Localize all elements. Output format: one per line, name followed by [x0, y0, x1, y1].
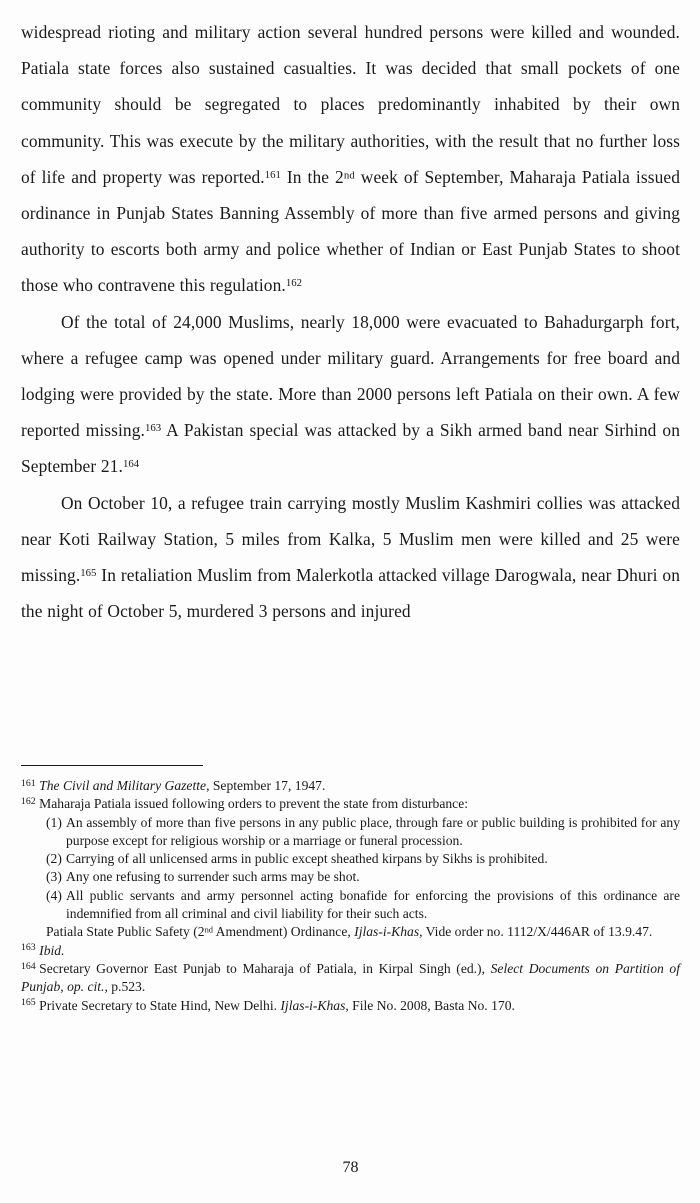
- footnote-list: [21, 777, 680, 1015]
- page-content-area: [21, 0, 680, 1203]
- list-marker: (2): [46, 851, 62, 867]
- body-paragraph-1: widespread rioting and military action several hundred persons were killed and wounded. Patiala state forces also sustained casualties. It was decided that small pockets of one community should be segregated to places predominantly inhabited by their own community. This was execute by the military authorities, with the result that no further loss of life and property was reported.$^{161}$ In the 2nd week of September, Maharaja Patiala issued ordinance in Punjab States Banning Assembly of more than five armed persons and giving authority to escorts both army and police whether of Indian or East Punjab States to shoot those who contravene this regulation.$^{162}$: [21, 22, 680, 296]
- list-item-text: All public servants and army personnel acting bonafide for enforcing the provisions of this ordinance are indemnified from all criminal and civil liability for their such acts.: [66, 887, 680, 922]
- italic-run: Select Documents on Partition of Punjab, op. cit.,: [21, 960, 680, 995]
- footnote-marker: 163: [21, 942, 36, 954]
- list-marker: (4): [46, 887, 62, 903]
- footnote-162-item-4: [21, 887, 680, 924]
- ordinal-suffix: nd: [343, 169, 355, 182]
- footnote-162: [21, 795, 680, 813]
- body-paragraph-2: Of the total of 24,000 Muslims, nearly 18,000 were evacuated to Bahadurgarph fort, where a refugee camp was opened under military guard. Arrangements for free board and lodging were provided by the state. More than 2000 persons left Patiala on their own. A few reported missing.$^{163}$ A Pakistan special was attacked by a Sikh armed band near Sirhind on September 21.$^{164}$: [21, 311, 680, 477]
- footnote-162-item-3: [21, 868, 680, 886]
- footnote-reference: 164: [122, 458, 140, 471]
- footnote-text: Private Secretary to State Hind, New Delhi. Ijlas-i-Khas, File No. 2008, Basta No. 170.: [39, 997, 515, 1013]
- body-text-block: [21, 14, 680, 629]
- footnote-reference: 161: [264, 168, 281, 181]
- footnote-164: [21, 960, 680, 997]
- footnote-marker: 164: [21, 960, 36, 972]
- list-marker: (1): [46, 814, 62, 830]
- footnote-text: Secretary Governor East Punjab to Maharaja of Patiala, in Kirpal Singh (ed.), Select Documents on Partition of Punjab, op. cit., p.523.: [21, 960, 680, 995]
- italic-run: Ijlas-i-Khas: [280, 997, 346, 1013]
- footnote-163: [21, 942, 680, 960]
- footnote-reference: 162: [285, 277, 302, 290]
- italic-run: Ibid.: [39, 942, 65, 958]
- footnote-162-item-1: [21, 814, 680, 851]
- italic-run: Ijlas-i-Khas: [354, 924, 420, 940]
- footnote-161: [21, 777, 680, 795]
- list-item-text: An assembly of more than five persons in any public place, through fare or public building is prohibited for any purpose except for religious worship or a marriage or funeral procession.: [66, 814, 680, 848]
- footnote-text: Maharaja Patiala issued following orders to prevent the state from disturbance:: [39, 796, 468, 812]
- footnote-165: [21, 997, 680, 1015]
- list-item-text: Any one refusing to surrender such arms may be shot.: [66, 869, 360, 885]
- footnote-marker: 161: [21, 777, 36, 789]
- page-number: 78: [342, 1159, 359, 1176]
- ordinal-suffix: nd: [204, 924, 213, 935]
- footnote-162-continuation: Patiala State Public Safety (2nd Amendment) Ordinance, Ijlas-i-Khas, Vide order no. 1112/X/446AR of 13.9.47.: [46, 924, 653, 940]
- footnote-reference: 163: [144, 422, 162, 435]
- footnote-marker: 165: [21, 997, 36, 1009]
- footnote-separator-rule: [21, 765, 203, 766]
- list-marker: (3): [46, 869, 62, 885]
- footnote-text: [39, 943, 64, 958]
- italic-run: The Civil and Military Gazette: [39, 778, 207, 793]
- footnote-section: [21, 765, 680, 1015]
- footnote-reference: 165: [80, 567, 97, 580]
- list-item-text: Carrying of all unlicensed arms in public except sheathed kirpans by Sikhs is prohibited.: [66, 851, 548, 867]
- footnote-text: The Civil and Military Gazette, September 17, 1947.: [39, 778, 326, 793]
- footnote-marker: 162: [21, 796, 36, 807]
- body-paragraph-3: On October 10, a refugee train carrying mostly Muslim Kashmiri collies was attacked near Koti Railway Station, 5 miles from Kalka, 5 Muslim men were killed and 25 were missing.$^{165}$ In retaliation Muslim from Malerkotla attacked village Darogwala, near Dhuri on the night of October 5, murdered 3 persons and injured: [21, 492, 680, 622]
- footnote-162-item-2: [21, 850, 680, 868]
